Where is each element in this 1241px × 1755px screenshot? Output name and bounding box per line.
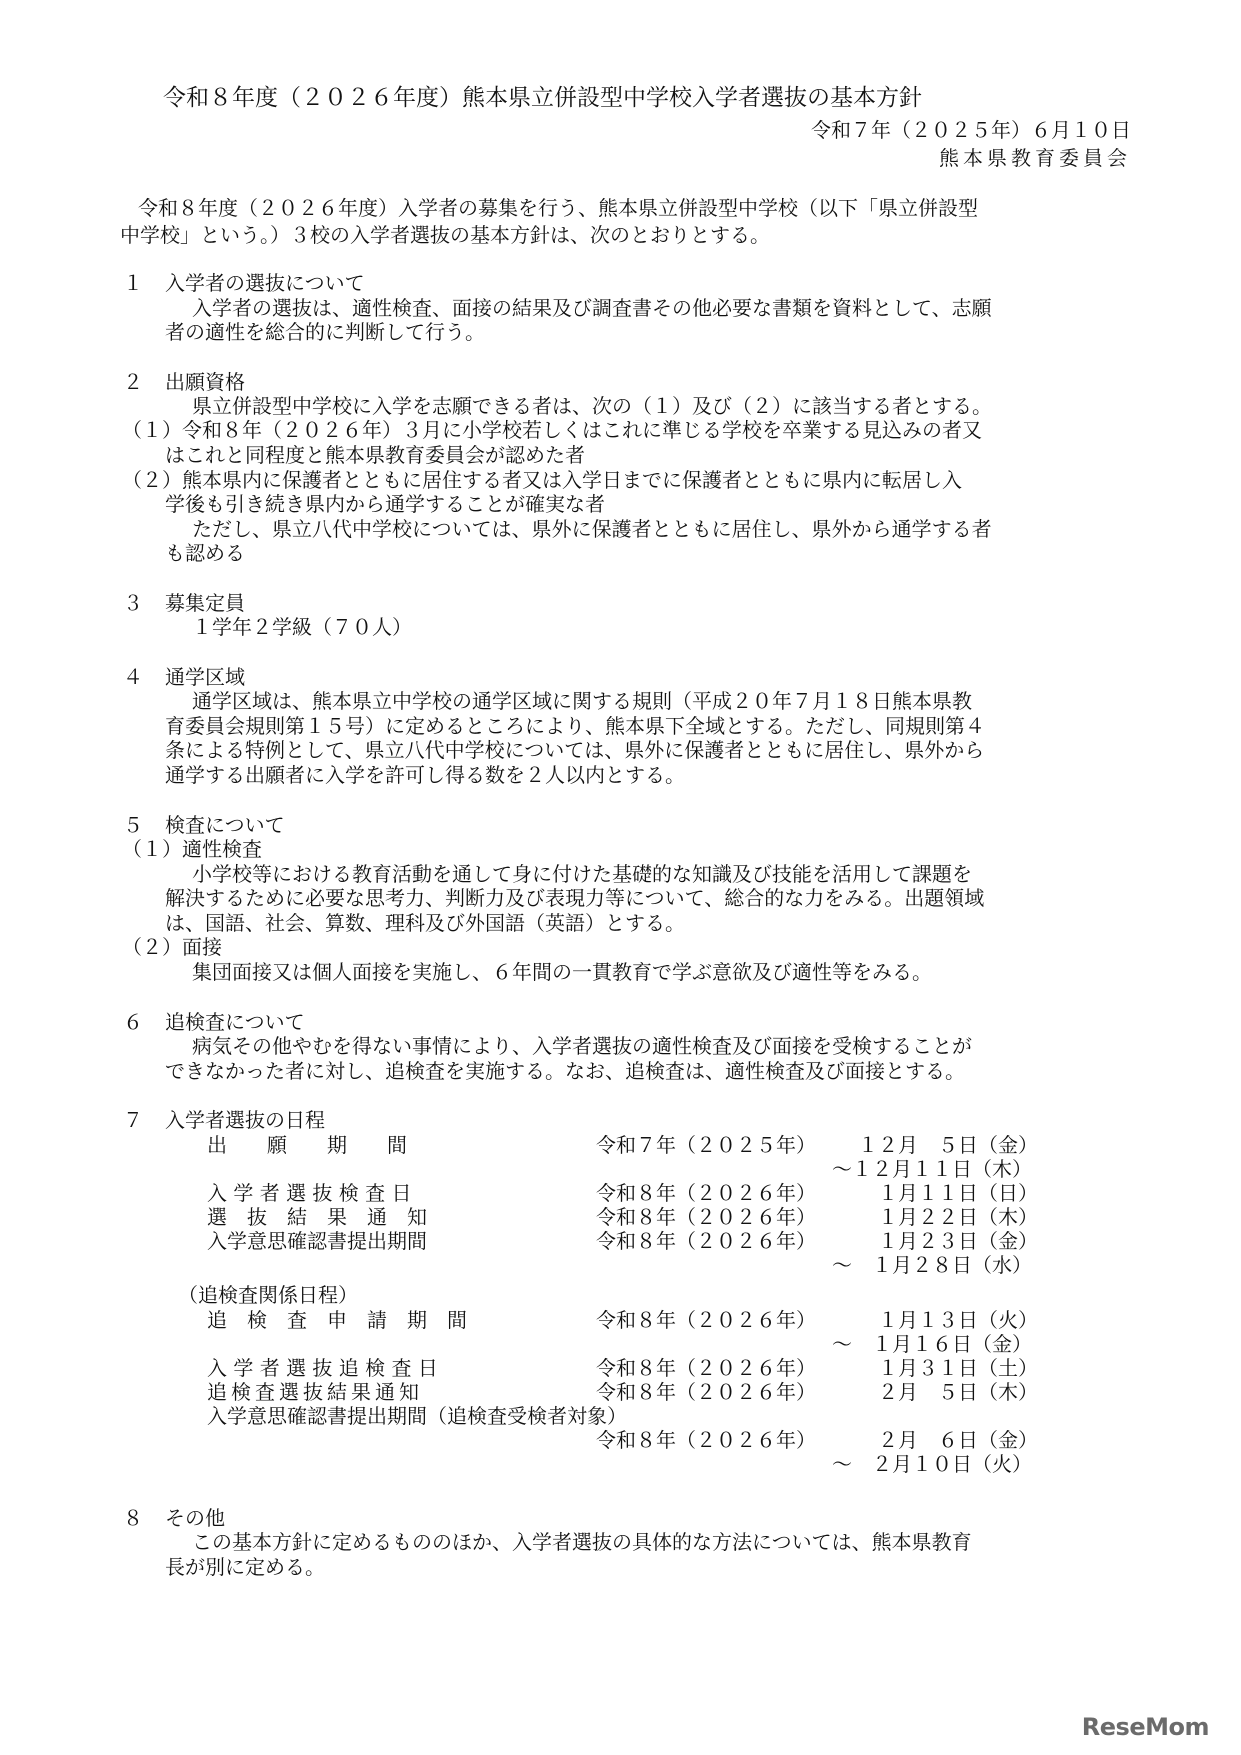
- section-7-heading: ７ 入学者選抜の日程: [123, 1108, 325, 1132]
- schedule-year: 令和７年（２０２５年）: [596, 1133, 816, 1157]
- schedule-day: １月３１日（土）: [858, 1356, 1038, 1380]
- schedule-label: 入学意思確認書提出期間: [207, 1229, 427, 1253]
- schedule-label: 入学意思確認書提出期間（追検査受検者対象）: [207, 1404, 627, 1428]
- makeup-heading: （追検査関係日程）: [178, 1283, 358, 1307]
- section-2-line: ただし、県立八代中学校については、県外に保護者とともに居住し、県外から通学する者: [192, 517, 992, 541]
- schedule-year: 令和８年（２０２６年）: [596, 1428, 816, 1452]
- section-8-heading: ８ その他: [123, 1506, 225, 1530]
- section-5-heading: ５ 検査について: [123, 813, 285, 837]
- schedule-day: ２月 ５日（木）: [858, 1380, 1038, 1404]
- schedule-label: 入 学 者 選 抜 検 査 日: [207, 1181, 412, 1205]
- section-5-line: は、国語、社会、算数、理科及び外国語（英語）とする。: [165, 911, 685, 935]
- schedule-label: 出 願 期 間: [207, 1133, 407, 1157]
- section-4-line: 通学区域は、熊本県立中学校の通学区域に関する規則（平成２０年７月１８日熊本県教: [192, 689, 972, 713]
- section-1-line: 入学者の選抜は、適性検査、面接の結果及び調査書その他必要な書類を資料として、志願: [192, 296, 992, 320]
- section-3-heading: ３ 募集定員: [123, 591, 245, 615]
- schedule-year: 令和８年（２０２６年）: [596, 1181, 816, 1205]
- section-2-line: 県立併設型中学校に入学を志願できる者は、次の（１）及び（２）に該当する者とする。: [192, 394, 992, 418]
- schedule-day: １２月 ５日（金）: [858, 1133, 1038, 1157]
- section-6-heading: ６ 追検査について: [123, 1010, 305, 1034]
- schedule-day: １月１３日（火）: [858, 1308, 1038, 1332]
- schedule-label: 追検査選抜結果通知: [207, 1380, 423, 1404]
- section-2-line: （２）熊本県内に保護者とともに居住する者又は入学日までに保護者とともに県内に転居し入: [122, 468, 962, 492]
- section-2-line: 学後も引き続き県内から通学することが確実な者: [165, 492, 605, 516]
- schedule-label: 入 学 者 選 抜 追 検 査 日: [207, 1356, 438, 1380]
- schedule-day: １月２２日（木）: [858, 1205, 1038, 1229]
- schedule-year: 令和８年（２０２６年）: [596, 1205, 816, 1229]
- intro-line-2: 中学校」という。）３校の入学者選抜の基本方針は、次のとおりとする。: [120, 223, 770, 247]
- section-5-line: （１）適性検査: [122, 837, 262, 861]
- section-2-line: はこれと同程度と熊本県教育委員会が認めた者: [165, 443, 585, 467]
- section-3-line: １学年２学級（７０人）: [192, 615, 412, 639]
- schedule-year: 令和８年（２０２６年）: [596, 1356, 816, 1380]
- schedule-day: １月２３日（金）: [858, 1229, 1038, 1253]
- section-5-line: 集団面接又は個人面接を実施し、６年間の一貫教育で学ぶ意欲及び適性等をみる。: [192, 960, 932, 984]
- section-1-line: 者の適性を総合的に判断して行う。: [165, 320, 485, 344]
- intro-line-1: 令和８年度（２０２６年度）入学者の募集を行う、熊本県立併設型中学校（以下「県立併設型: [138, 196, 978, 220]
- schedule-label: 追 検 査 申 請 期 間: [207, 1308, 467, 1332]
- schedule-day: ～ １月１６日（金）: [832, 1332, 1032, 1356]
- schedule-day: ～ １月２８日（水）: [832, 1253, 1032, 1277]
- section-2-line: （１）令和８年（２０２６年）３月に小学校若しくはこれに準じる学校を卒業する見込みの者又: [122, 418, 982, 442]
- resemom-logo: ReseMom: [1081, 1713, 1209, 1741]
- section-1-heading: １ 入学者の選抜について: [123, 271, 365, 295]
- section-4-line: 通学する出願者に入学を許可し得る数を２人以内とする。: [165, 763, 685, 787]
- section-6-line: できなかった者に対し、追検査を実施する。なお、追検査は、適性検査及び面接とする。: [165, 1059, 965, 1083]
- schedule-day: ～１２月１１日（木）: [832, 1157, 1032, 1181]
- section-5-line: （２）面接: [122, 935, 222, 959]
- section-2-line: も認める: [165, 541, 245, 565]
- section-5-line: 小学校等における教育活動を通して身に付けた基礎的な知識及び技能を活用して課題を: [192, 862, 972, 886]
- schedule-day: １月１１日（日）: [858, 1181, 1038, 1205]
- section-6-line: 病気その他やむを得ない事情により、入学者選抜の適性検査及び面接を受検することが: [192, 1034, 972, 1058]
- schedule-year: 令和８年（２０２６年）: [596, 1308, 816, 1332]
- schedule-year: 令和８年（２０２６年）: [596, 1229, 816, 1253]
- document-title: 令和８年度（２０２６年度）熊本県立併設型中学校入学者選抜の基本方針: [163, 85, 922, 111]
- section-8-line: この基本方針に定めるもののほか、入学者選抜の具体的な方法については、熊本県教育: [192, 1530, 972, 1554]
- section-5-line: 解決するために必要な思考力、判断力及び表現力等について、総合的な力をみる。出題領域: [165, 886, 985, 910]
- issue-date: 令和７年（２０２５年）６月１０日: [811, 118, 1131, 142]
- schedule-label: 選 抜 結 果 通 知: [207, 1205, 427, 1229]
- schedule-day: ２月 ６日（金）: [858, 1428, 1038, 1452]
- section-4-line: 条による特例として、県立八代中学校については、県外に保護者とともに居住し、県外から: [165, 738, 985, 762]
- section-4-line: 育委員会規則第１５号）に定めるところにより、熊本県下全域とする。ただし、同規則第４: [165, 714, 985, 738]
- schedule-day: ～ ２月１０日（火）: [832, 1452, 1032, 1476]
- section-8-line: 長が別に定める。: [165, 1555, 325, 1579]
- section-2-heading: ２ 出願資格: [123, 370, 245, 394]
- schedule-year: 令和８年（２０２６年）: [596, 1380, 816, 1404]
- section-4-heading: ４ 通学区域: [123, 665, 245, 689]
- issuer: 熊本県教育委員会: [939, 146, 1131, 170]
